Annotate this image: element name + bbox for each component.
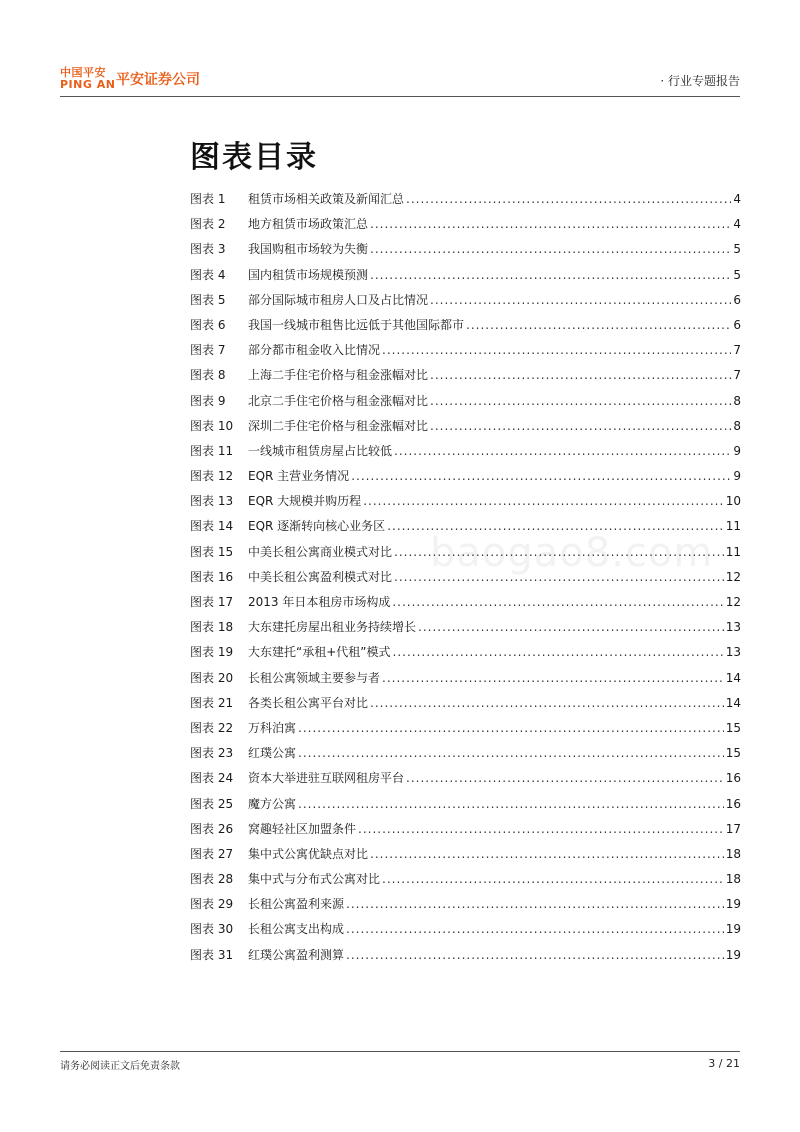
toc-leader-dots (382, 872, 724, 886)
toc-entry-number: 图表 3 (190, 242, 226, 257)
toc-entry-number: 图表 1 (190, 192, 226, 206)
toc-entry[interactable] (190, 719, 741, 744)
toc-entry[interactable] (190, 417, 741, 442)
toc-entry-title: 我国购租市场较为失衡 (248, 242, 369, 257)
toc-leader-dots (466, 318, 731, 332)
toc-entry-title: 中美长租公寓商业模式对比 (248, 544, 393, 559)
toc-entry-number: 图表 18 (190, 620, 234, 635)
page-title: 图表目录 (190, 140, 318, 175)
toc-entry[interactable] (190, 316, 741, 341)
toc-entry-page: 8 (733, 393, 741, 408)
toc-entry[interactable] (190, 492, 741, 517)
toc-entry-page: 13 (725, 620, 741, 635)
toc-entry[interactable] (190, 769, 741, 794)
toc-entry[interactable] (190, 694, 741, 719)
toc-entry-number: 图表 26 (190, 821, 234, 836)
toc-leader-dots (346, 897, 724, 911)
toc-leader-dots (298, 746, 724, 760)
toc-entry-title: 集中式与分布式公寓对比 (248, 872, 381, 887)
toc-entry-page: 9 (733, 443, 741, 458)
toc-leader-dots (370, 847, 724, 861)
toc-entry[interactable] (190, 467, 741, 492)
toc-entry-number: 图表 21 (190, 695, 234, 710)
toc-entry-number: 图表 12 (190, 469, 234, 484)
toc-entry-page: 8 (733, 418, 741, 433)
toc-entry-page: 14 (725, 695, 741, 710)
toc-entry-page: 4 (733, 217, 741, 232)
toc-leader-dots (430, 368, 731, 382)
toc-entry-title: 地方租赁市场政策汇总 (248, 217, 369, 232)
toc-leader-dots (346, 948, 724, 962)
toc-entry-number: 图表 5 (190, 292, 226, 307)
toc-entry[interactable] (190, 190, 741, 215)
toc-entry-title: 长租公寓支出构成 (248, 922, 345, 937)
toc-entry-title: 2013 年日本租房市场构成 (248, 595, 391, 609)
page-header (60, 62, 740, 96)
toc-entry-page: 12 (725, 595, 741, 609)
toc-entry-title: 长租公寓盈利来源 (248, 897, 345, 912)
footer-divider (60, 1051, 740, 1052)
toc-entry-page: 15 (725, 746, 741, 761)
report-type: · 行业专题报告 (660, 74, 740, 88)
toc-leader-dots (298, 797, 724, 811)
toc-entry-page: 19 (725, 922, 741, 937)
toc-entry-page: 6 (733, 317, 741, 332)
brand-name: 平安证券公司 (116, 72, 200, 88)
toc-entry[interactable] (190, 366, 741, 391)
toc-entry-number: 图表 8 (190, 368, 226, 383)
pingan-logo-en: PING AN (60, 78, 116, 91)
toc-entry[interactable] (190, 593, 741, 618)
toc-entry[interactable] (190, 341, 741, 366)
toc-leader-dots (298, 721, 724, 735)
toc-entry-page: 5 (733, 242, 741, 257)
toc-entry-number: 图表 10 (190, 418, 234, 433)
toc-entry-number: 图表 9 (190, 393, 226, 408)
toc-entry-page: 18 (725, 872, 741, 887)
toc-entry-title: 部分国际城市租房人口及占比情况 (248, 292, 429, 307)
toc-entry-title: 大东建托“承租+代租”模式 (248, 645, 391, 660)
toc-entry-title: 北京二手住宅价格与租金涨幅对比 (248, 393, 429, 408)
toc-entry-title: 上海二手住宅价格与租金涨幅对比 (248, 368, 429, 383)
toc-entry[interactable] (190, 845, 741, 870)
toc-entry-number: 图表 15 (190, 544, 234, 559)
toc-entry-title: 深圳二手住宅价格与租金涨幅对比 (248, 418, 429, 433)
toc-entry-number: 图表 30 (190, 922, 234, 937)
toc-entry-page: 10 (725, 494, 741, 509)
toc-entry-title: 资本大举进驻互联网租房平台 (248, 771, 405, 786)
toc-leader-dots (406, 771, 724, 785)
toc-entry-title: 中美长租公寓盈利模式对比 (248, 569, 393, 584)
toc-entry-title: 各类长租公寓平台对比 (248, 695, 369, 710)
toc-entry-title: 大东建托房屋出租业务持续增长 (248, 620, 417, 635)
toc-entry-title: EQR 主营业务情况 (248, 469, 350, 484)
toc-leader-dots (370, 242, 731, 256)
toc-leader-dots (358, 822, 724, 836)
toc-entry[interactable] (190, 795, 741, 820)
toc-entry-title: 红璞公寓 (248, 746, 297, 761)
toc-entry-page: 19 (725, 897, 741, 912)
toc-entry-title: 窝趣轻社区加盟条件 (248, 821, 357, 836)
toc-entry-page: 11 (725, 544, 741, 559)
toc-entry-page: 14 (725, 670, 741, 685)
toc-entry-title: 长租公寓领域主要参与者 (248, 670, 381, 685)
toc-entry-page: 7 (733, 368, 741, 383)
toc-entry[interactable] (190, 895, 741, 920)
toc-entry-number: 图表 27 (190, 846, 234, 861)
toc-entry[interactable] (190, 744, 741, 769)
toc-entry[interactable] (190, 920, 741, 945)
toc-entry[interactable] (190, 392, 741, 417)
toc-leader-dots (370, 217, 731, 231)
toc-leader-dots (351, 469, 731, 483)
toc-entry-number: 图表 19 (190, 645, 234, 660)
toc-entry-number: 图表 11 (190, 443, 234, 458)
toc-entry-page: 15 (725, 720, 741, 735)
toc-entry-number: 图表 31 (190, 947, 234, 962)
toc-entry-number: 图表 23 (190, 746, 234, 761)
figure-toc-list (190, 190, 741, 971)
toc-entry-page: 17 (725, 821, 741, 836)
toc-entry[interactable] (190, 215, 741, 240)
toc-leader-dots (394, 444, 731, 458)
toc-entry[interactable] (190, 870, 741, 895)
toc-entry-page: 12 (725, 569, 741, 584)
toc-entry-title: 国内租赁市场规模预测 (248, 267, 369, 282)
toc-entry-page: 18 (725, 846, 741, 861)
watermark: baogao8.com (430, 530, 714, 576)
toc-entry-page: 19 (725, 947, 741, 962)
pingan-logo-cn: 中国平安 (60, 66, 106, 79)
toc-entry-number: 图表 25 (190, 796, 234, 811)
toc-entry-page: 13 (725, 645, 741, 660)
toc-entry-number: 图表 16 (190, 569, 234, 584)
toc-leader-dots (382, 671, 724, 685)
toc-leader-dots (363, 494, 724, 508)
toc-entry-title: 集中式公寓优缺点对比 (248, 846, 369, 861)
toc-entry-number: 图表 24 (190, 771, 234, 786)
toc-leader-dots (370, 696, 724, 710)
toc-entry[interactable] (190, 618, 741, 643)
toc-entry-page: 9 (733, 469, 741, 484)
toc-entry-page: 6 (733, 292, 741, 307)
toc-entry[interactable] (190, 643, 741, 668)
toc-entry-title: 我国一线城市租售比远低于其他国际都市 (248, 317, 465, 332)
toc-entry-title: EQR 大规模并购历程 (248, 494, 362, 509)
toc-entry-number: 图表 17 (190, 595, 234, 609)
toc-entry-title: 部分都市租金收入比情况 (248, 343, 381, 358)
toc-entry-number: 图表 13 (190, 494, 234, 509)
toc-entry-page: 7 (733, 343, 741, 358)
toc-entry-title: 一线城市租赁房屋占比较低 (248, 443, 393, 458)
toc-entry-number: 图表 22 (190, 720, 234, 735)
page-number: 3 / 21 (708, 1057, 740, 1070)
toc-entry-number: 图表 2 (190, 217, 226, 232)
toc-entry-title: 万科泊寓 (248, 720, 297, 735)
toc-entry[interactable] (190, 669, 741, 694)
toc-leader-dots (406, 192, 731, 206)
toc-entry[interactable] (190, 291, 741, 316)
toc-entry-number: 图表 14 (190, 519, 234, 534)
toc-entry[interactable] (190, 820, 741, 845)
toc-leader-dots (418, 620, 724, 634)
toc-entry-title: 魔方公寓 (248, 796, 297, 811)
toc-leader-dots (430, 293, 731, 307)
toc-entry-number: 图表 20 (190, 670, 234, 685)
toc-entry-number: 图表 6 (190, 317, 226, 332)
toc-entry-page: 11 (725, 519, 741, 534)
footer-disclaimer: 请务必阅读正文后免责条款 (60, 1061, 180, 1072)
toc-entry[interactable] (190, 442, 741, 467)
toc-entry-page: 16 (725, 771, 741, 786)
toc-entry-number: 图表 28 (190, 872, 234, 887)
toc-leader-dots (382, 343, 731, 357)
toc-leader-dots (370, 268, 731, 282)
toc-entry[interactable] (190, 946, 741, 971)
toc-leader-dots (393, 645, 724, 659)
toc-entry-number: 图表 7 (190, 343, 226, 358)
toc-entry[interactable] (190, 240, 741, 265)
toc-entry-number: 图表 29 (190, 897, 234, 912)
toc-leader-dots (346, 922, 724, 936)
toc-entry-title: 租赁市场相关政策及新闻汇总 (248, 192, 405, 206)
toc-entry-number: 图表 4 (190, 267, 226, 282)
toc-entry[interactable] (190, 266, 741, 291)
toc-entry-page: 5 (733, 267, 741, 282)
toc-leader-dots (430, 419, 731, 433)
toc-leader-dots (430, 394, 731, 408)
toc-entry-page: 16 (725, 796, 741, 811)
toc-leader-dots (392, 595, 723, 609)
toc-entry-title: EQR 逐渐转向核心业务区 (248, 519, 386, 534)
toc-entry-title: 红璞公寓盈利测算 (248, 947, 345, 962)
header-divider (60, 96, 740, 97)
toc-entry-page: 4 (733, 192, 741, 206)
